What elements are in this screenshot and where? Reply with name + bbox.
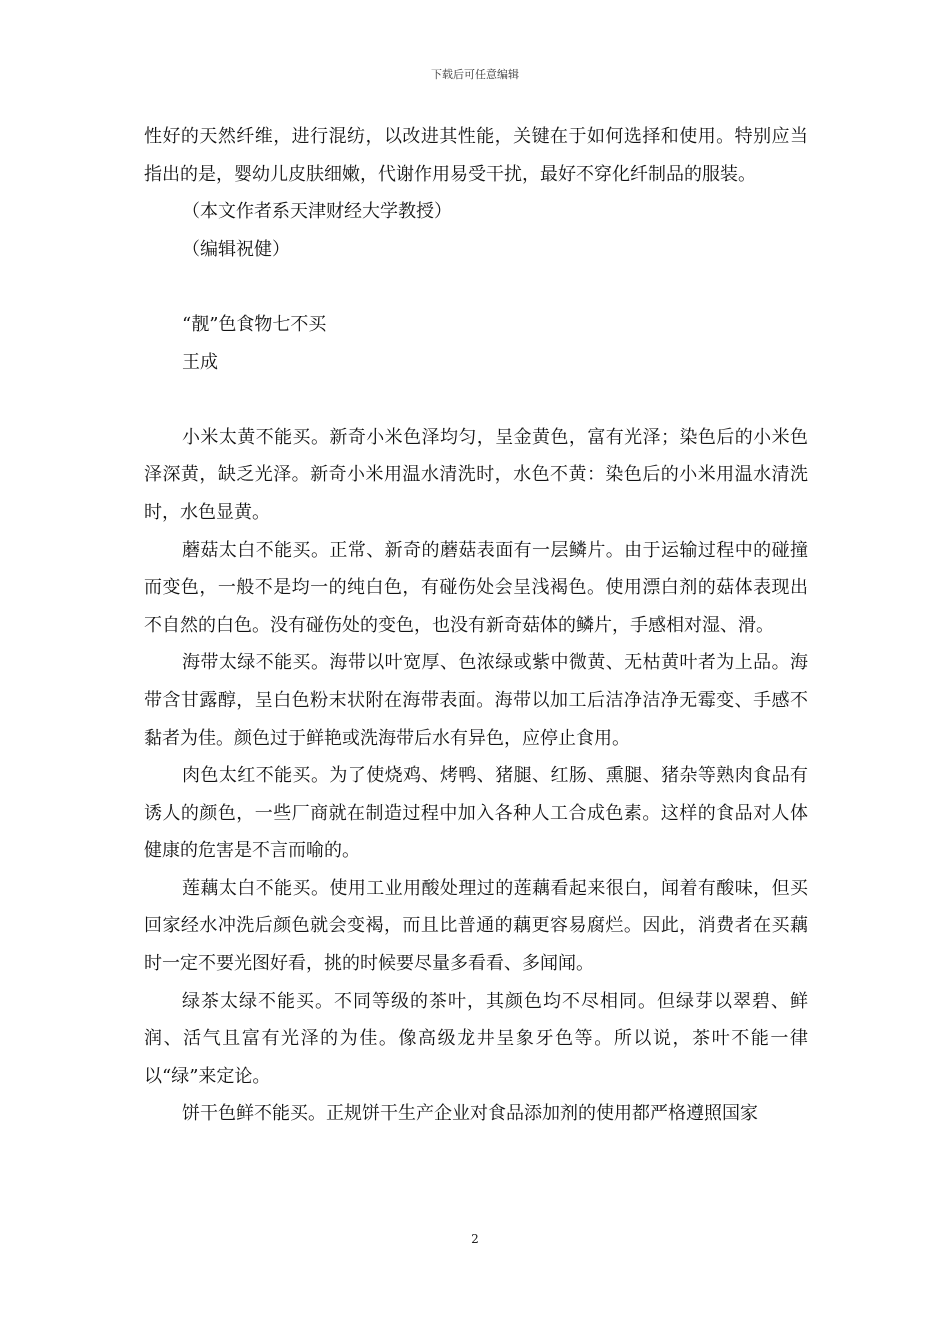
article-title: “靓”色食物七不买 (182, 313, 327, 335)
author-credit: （本文作者系天津财经大学教授） (182, 201, 452, 223)
page-number: 2 (471, 1232, 479, 1246)
body-paragraph: 小米太黄不能买。新奇小米色泽均匀，呈金黄色，富有光泽；染色后的小米色泽深黄，缺乏光泽。新奇小米用温水清洗时，水色不黄：染色后的小米用温水清洗时，水色显黄。 (144, 426, 808, 523)
body-paragraph: 肉色太红不能买。为了使烧鸡、烤鸭、猪腿、红肠、熏腿、猪杂等熟肉食品有诱人的颜色，一些厂商就在制造过程中加入各种人工合成色素。这样的食品对人体健康的危害是不言而喻的。 (144, 765, 808, 862)
article-author: 王成 (182, 351, 218, 373)
spacer (144, 268, 808, 306)
body-paragraph: 莲藕太白不能买。使用工业用酸处理过的莲藕看起来很白，闻着有酸味，但买回家经水冲洗后颜色就会变褐，而且比普通的藕更容易腐烂。因此，消费者在买藕时一定不要光图好看，挑的时候要尽量多看看、多闻闻。 (144, 877, 808, 975)
body-paragraph: 绿茶太绿不能买。不同等级的茶叶，其颜色均不尽相同。但绿芽以翠碧、鲜润、活气且富有光泽的为佳。像高级龙井呈象牙色等。所以说，茶叶不能一律以“绿”来定论。 (144, 990, 808, 1087)
page-header: 下载后可任意编辑 (431, 68, 519, 81)
spacer (144, 381, 808, 419)
body-paragraph: 蘑菇太白不能买。正常、新奇的蘑菇表面有一层鳞片。由于运输过程中的碰撞而变色，一般不是均一的纯白色，有碰伤处会呈浅褐色。使用漂白剂的菇体表现出不自然的白色。没有碰伤处的变色，也没有新奇菇体的鳞片，手感相对湿、滑。 (144, 539, 808, 636)
body-paragraph: 饼干色鲜不能买。正规饼干生产企业对食品添加剂的使用都严格遵照国家 (182, 1103, 758, 1125)
body-paragraph: 海带太绿不能买。海带以叶宽厚、色浓绿或紫中微黄、无枯黄叶者为上品。海带含甘露醇，呈白色粉末状附在海带表面。海带以加工后洁净洁净无霉变、手感不黏者为佳。颜色过于鲜艳或洗海带后水有异色，应停止食用。 (144, 652, 808, 749)
editor-credit: （编辑祝健） (182, 238, 290, 260)
document-body (144, 118, 808, 1133)
continued-paragraph: 性好的天然纤维，进行混纺，以改进其性能，关键在于如何选择和使用。特别应当指出的是，婴幼儿皮肤细嫩，代谢作用易受干扰，最好不穿化纤制品的服装。 (144, 126, 808, 185)
